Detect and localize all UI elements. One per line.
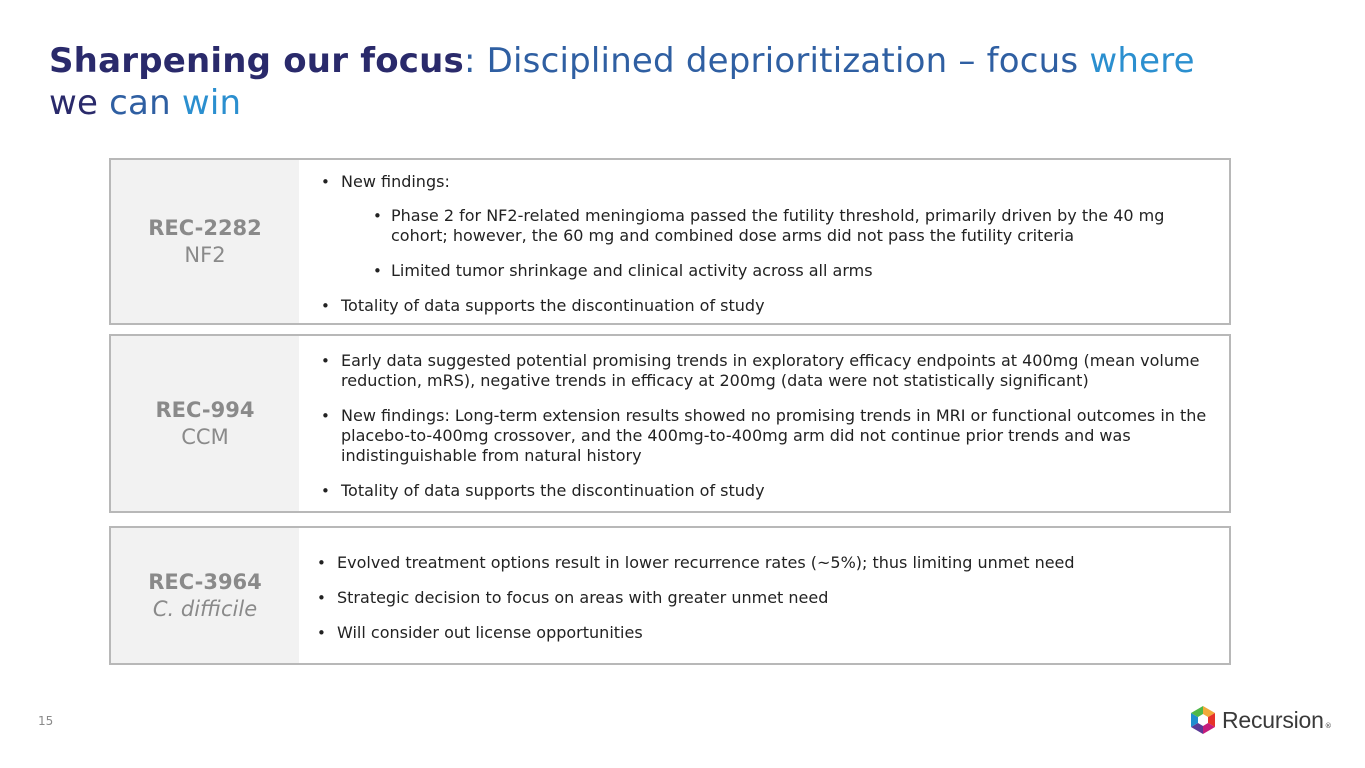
program-code: REC-994 bbox=[155, 397, 255, 422]
sub-bullet-item bbox=[371, 206, 1217, 246]
bullet-item bbox=[319, 172, 1217, 281]
sub-bullet-text: Limited tumor shrinkage and clinical activity across all arms bbox=[391, 260, 873, 280]
title-part3: we bbox=[49, 83, 110, 123]
bullet-text: Strategic decision to focus on areas with greater unmet need bbox=[337, 587, 829, 607]
program-card-rec-994 bbox=[109, 334, 1231, 513]
program-label bbox=[111, 336, 299, 511]
bullet-text: Totality of data supports the discontinuation of study bbox=[341, 295, 765, 315]
program-code: REC-2282 bbox=[148, 215, 262, 240]
program-card-rec-2282 bbox=[109, 158, 1231, 325]
page-number: 15 bbox=[38, 714, 54, 728]
bullet-item bbox=[319, 481, 1217, 501]
sub-bullet-text: Phase 2 for NF2-related meningioma passed the futility threshold, primarily driven by the 40 mg cohort; however, the 60 mg and combined dose arms did not pass the futility criteria bbox=[391, 205, 1165, 245]
bullet-item bbox=[319, 406, 1217, 466]
bullet-text: Will consider out license opportunities bbox=[337, 622, 643, 642]
program-card-rec-3964 bbox=[109, 526, 1231, 665]
title-part1: Disciplined deprioritization – focus bbox=[475, 41, 1090, 81]
title-colon: : bbox=[463, 41, 476, 81]
title-part5: win bbox=[181, 83, 242, 123]
bullet-text: Evolved treatment options result in lower recurrence rates (~5%); thus limiting unmet need bbox=[337, 552, 1075, 572]
sub-bullet-item bbox=[371, 261, 1217, 281]
logo-wordmark: Recursion bbox=[1222, 706, 1324, 733]
program-indication: CCM bbox=[181, 424, 229, 449]
program-details bbox=[299, 160, 1229, 323]
bullet-item bbox=[319, 296, 1217, 316]
program-indication: C. difficile bbox=[152, 596, 258, 621]
recursion-logo bbox=[1189, 705, 1332, 735]
program-label bbox=[111, 160, 299, 323]
bullet-item bbox=[319, 351, 1217, 391]
program-indication: NF2 bbox=[184, 242, 226, 267]
bullet-item bbox=[315, 553, 1217, 573]
program-code: REC-3964 bbox=[148, 569, 262, 594]
title-bold: Sharpening our focus bbox=[49, 41, 464, 81]
program-details bbox=[299, 528, 1229, 663]
bullet-text: New findings: Long-term extension results showed no promising trends in MRI or functional outcomes in the placebo-to-400mg crossover, and the 400mg-to-400mg arm did not continue prior trends and was indistinguishable from natural history bbox=[341, 405, 1207, 465]
bullet-item bbox=[315, 588, 1217, 608]
bullet-text: Early data suggested potential promising trends in exploratory efficacy endpoints at 400mg (mean volume reduction, mRS), negative trends in efficacy at 200mg (data were not statistically significant) bbox=[341, 350, 1200, 390]
logo-trademark: ® bbox=[1324, 722, 1332, 730]
bullet-item bbox=[315, 623, 1217, 643]
bullet-text: New findings: bbox=[341, 171, 450, 191]
bullet-text: Totality of data supports the discontinuation of study bbox=[341, 480, 765, 500]
program-label bbox=[111, 528, 299, 663]
program-details bbox=[299, 336, 1229, 511]
recursion-hexagon-icon bbox=[1189, 705, 1217, 735]
slide-title bbox=[49, 40, 1249, 124]
title-part2: where bbox=[1089, 41, 1195, 81]
title-part4: can bbox=[109, 83, 182, 123]
